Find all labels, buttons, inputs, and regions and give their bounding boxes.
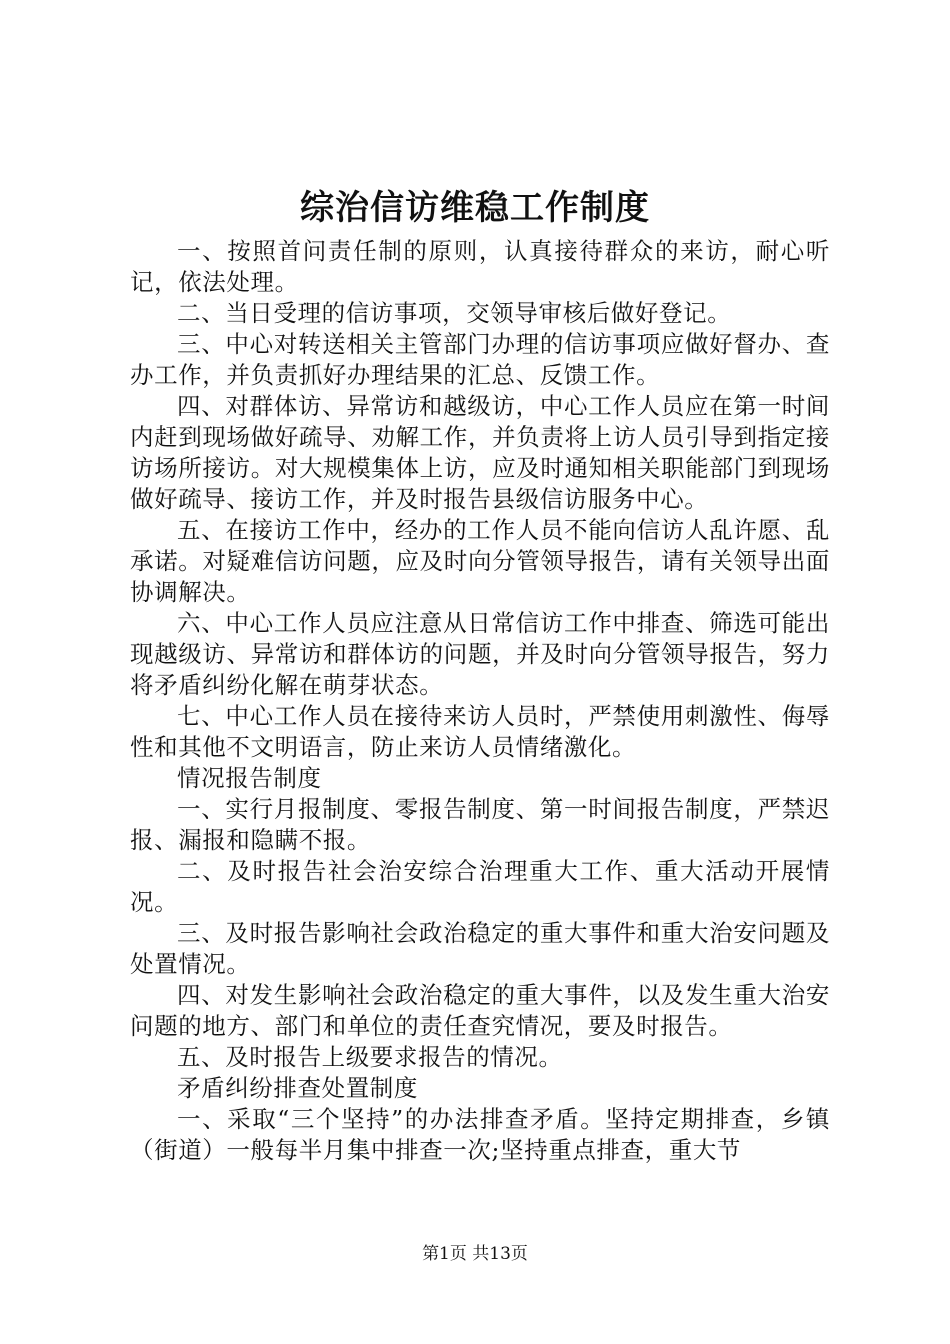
paragraph: 二、当日受理的信访事项，交领导审核后做好登记。: [177, 299, 732, 327]
document-body: [130, 236, 830, 1166]
paragraph: 四、对群体访、异常访和越级访，中心工作人员应在第一时间内赶到现场做好疏导、劝解工作，并负责将上访人员引导到指定接访场所接访。对大规模集体上访，应及时通知相关职能部门到现场做好疏导、接访工作，并及时报告县级信访服务中心。: [130, 392, 830, 513]
paragraph: 七、中心工作人员在接待来访人员时，严禁使用刺激性、侮辱性和其他不文明语言，防止来访人员情绪激化。: [130, 702, 830, 761]
document-title: 综治信访维稳工作制度: [300, 188, 650, 228]
paragraph: 六、中心工作人员应注意从日常信访工作中排查、筛选可能出现越级访、异常访和群体访的问题，并及时向分管领导报告，努力将矛盾纠纷化解在萌芽状态。: [130, 609, 830, 699]
paragraph: 三、及时报告影响社会政治稳定的重大事件和重大治安问题及处置情况。: [130, 919, 830, 978]
paragraph: 三、中心对转送相关主管部门办理的信访事项应做好督办、查办工作，并负责抓好办理结果的汇总、反馈工作。: [130, 330, 830, 389]
paragraph: 五、在接访工作中，经办的工作人员不能向信访人乱许愿、乱承诺。对疑难信访问题，应及时向分管领导报告，请有关领导出面协调解决。: [130, 516, 830, 606]
paragraph: 四、对发生影响社会政治稳定的重大事件，以及发生重大治安问题的地方、部门和单位的责任查究情况，要及时报告。: [130, 981, 830, 1040]
paragraph: 一、采取“三个坚持”的办法排查矛盾。坚持定期排查，乡镇（街道）一般每半月集中排查一次;坚持重点排查，重大节: [130, 1105, 830, 1164]
section-heading-dispute: 矛盾纠纷排查处置制度: [177, 1074, 418, 1102]
paragraph: 一、实行月报制度、零报告制度、第一时间报告制度，严禁迟报、漏报和隐瞒不报。: [130, 795, 830, 854]
section-heading-report: 情况报告制度: [177, 764, 322, 792]
page-number: 第1页 共13页: [422, 1244, 528, 1264]
paragraph: 五、及时报告上级要求报告的情况。: [177, 1043, 563, 1071]
paragraph: 二、及时报告社会治安综合治理重大工作、重大活动开展情况。: [130, 857, 830, 916]
paragraph: 一、按照首问责任制的原则，认真接待群众的来访，耐心听记，依法处理。: [130, 237, 830, 296]
